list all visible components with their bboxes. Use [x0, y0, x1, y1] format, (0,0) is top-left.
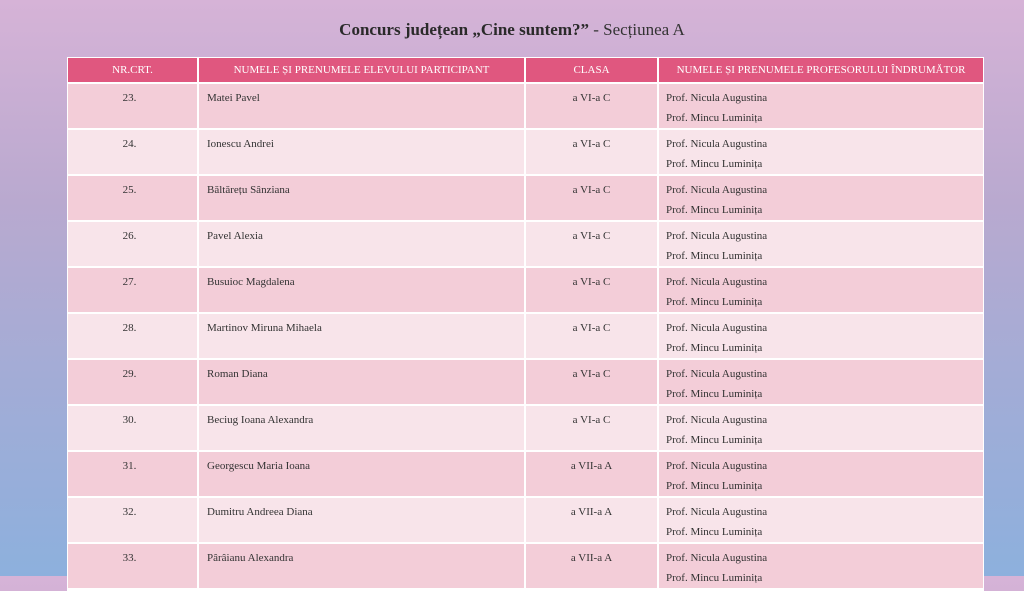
- teacher-1: Prof. Nicula Augustina: [666, 460, 768, 472]
- cell-student-name: [198, 313, 525, 359]
- cell-nr: [68, 543, 198, 589]
- class-text: a VI-a C: [572, 276, 611, 288]
- cell-student-name: [198, 451, 525, 497]
- cell-teachers: [658, 497, 983, 543]
- cell-class: [525, 451, 658, 497]
- table-row: [68, 543, 983, 589]
- teacher-2: Prof. Mincu Luminița: [666, 572, 763, 584]
- cell-nr: [68, 359, 198, 405]
- class-text: a VI-a C: [572, 230, 611, 242]
- cell-student-name: [198, 267, 525, 313]
- table-body: [68, 83, 983, 589]
- cell-student-name: [198, 405, 525, 451]
- student-name-text: Georgescu Maria Ioana: [207, 460, 311, 472]
- nr-text: 24.: [122, 138, 137, 150]
- nr-text: 32.: [122, 506, 137, 518]
- teacher-1: Prof. Nicula Augustina: [666, 230, 768, 242]
- cell-teachers: [658, 221, 983, 267]
- nr-text: 30.: [122, 414, 137, 426]
- student-name-text: Pârâianu Alexandra: [207, 552, 294, 564]
- teacher-1: Prof. Nicula Augustina: [666, 414, 768, 426]
- class-text: a VI-a C: [572, 414, 611, 426]
- teacher-1: Prof. Nicula Augustina: [666, 276, 768, 288]
- student-name-text: Matei Pavel: [207, 92, 260, 104]
- cell-class: [525, 129, 658, 175]
- cell-student-name: [198, 497, 525, 543]
- student-name-text: Roman Diana: [207, 368, 268, 380]
- cell-student-name: [198, 543, 525, 589]
- class-text: a VI-a C: [572, 322, 611, 334]
- cell-teachers: [658, 405, 983, 451]
- cell-student-name: [198, 83, 525, 129]
- teacher-2: Prof. Mincu Luminița: [666, 480, 763, 492]
- class-text: a VII-a A: [570, 506, 613, 518]
- table-row: [68, 175, 983, 221]
- teacher-2: Prof. Mincu Luminița: [666, 112, 763, 124]
- cell-class: [525, 267, 658, 313]
- header-student-name: NUMELE ȘI PRENUMELE ELEVULUI PARTICIPANT: [198, 58, 525, 83]
- teacher-1: Prof. Nicula Augustina: [666, 506, 768, 518]
- cell-class: [525, 221, 658, 267]
- teacher-1: Prof. Nicula Augustina: [666, 322, 768, 334]
- student-name-text: Martinov Miruna Mihaela: [207, 322, 322, 334]
- cell-class: [525, 543, 658, 589]
- class-text: a VII-a A: [570, 552, 613, 564]
- cell-nr: [68, 405, 198, 451]
- nr-text: 28.: [122, 322, 137, 334]
- cell-student-name: [198, 221, 525, 267]
- teacher-2: Prof. Mincu Luminița: [666, 158, 763, 170]
- cell-class: [525, 313, 658, 359]
- class-text: a VII-a A: [570, 460, 613, 472]
- cell-teachers: [658, 543, 983, 589]
- cell-teachers: [658, 175, 983, 221]
- cell-teachers: [658, 313, 983, 359]
- cell-teachers: [658, 83, 983, 129]
- cell-teachers: [658, 129, 983, 175]
- teacher-2: Prof. Mincu Luminița: [666, 342, 763, 354]
- student-name-text: Dumitru Andreea Diana: [207, 506, 313, 518]
- cell-class: [525, 497, 658, 543]
- teacher-1: Prof. Nicula Augustina: [666, 92, 768, 104]
- cell-class: [525, 405, 658, 451]
- cell-student-name: [198, 175, 525, 221]
- cell-nr: [68, 129, 198, 175]
- participants-table: [67, 57, 984, 591]
- teacher-1: Prof. Nicula Augustina: [666, 184, 768, 196]
- cell-teachers: [658, 451, 983, 497]
- nr-text: 31.: [122, 460, 137, 472]
- cell-class: [525, 83, 658, 129]
- cell-class: [525, 359, 658, 405]
- nr-text: 33.: [122, 552, 137, 564]
- page-title: [0, 20, 1024, 40]
- teacher-2: Prof. Mincu Luminița: [666, 526, 763, 538]
- table-row: [68, 359, 983, 405]
- cell-student-name: [198, 129, 525, 175]
- cell-teachers: [658, 359, 983, 405]
- cell-nr: [68, 313, 198, 359]
- cell-nr: [68, 497, 198, 543]
- table-row: [68, 451, 983, 497]
- cell-teachers: [658, 267, 983, 313]
- nr-text: 29.: [122, 368, 137, 380]
- table-row: [68, 129, 983, 175]
- table-row: [68, 313, 983, 359]
- teacher-2: Prof. Mincu Luminița: [666, 250, 763, 262]
- teacher-1: Prof. Nicula Augustina: [666, 552, 768, 564]
- table-row: [68, 267, 983, 313]
- teacher-2: Prof. Mincu Luminița: [666, 296, 763, 308]
- class-text: a VI-a C: [572, 184, 611, 196]
- table-row: [68, 221, 983, 267]
- cell-nr: [68, 83, 198, 129]
- class-text: a VI-a C: [572, 368, 611, 380]
- student-name-text: Ionescu Andrei: [207, 138, 274, 150]
- teacher-2: Prof. Mincu Luminița: [666, 388, 763, 400]
- cell-nr: [68, 451, 198, 497]
- table-row: [68, 497, 983, 543]
- header-teacher-name: NUMELE ȘI PRENUMELE PROFESORULUI ÎNDRUMĂTOR: [658, 58, 983, 83]
- nr-text: 23.: [122, 92, 137, 104]
- teacher-2: Prof. Mincu Luminița: [666, 434, 763, 446]
- cell-student-name: [198, 359, 525, 405]
- class-text: a VI-a C: [572, 138, 611, 150]
- header-nr-crt: NR.CRT.: [68, 58, 198, 83]
- title-contest: Concurs județean „Cine suntem?”: [339, 20, 589, 39]
- cell-nr: [68, 221, 198, 267]
- cell-nr: [68, 267, 198, 313]
- student-name-text: Busuioc Magdalena: [207, 276, 295, 288]
- table-row: [68, 405, 983, 451]
- nr-text: 27.: [122, 276, 137, 288]
- teacher-1: Prof. Nicula Augustina: [666, 138, 768, 150]
- header-class: CLASA: [525, 58, 658, 83]
- class-text: a VI-a C: [572, 92, 611, 104]
- student-name-text: Beciug Ioana Alexandra: [207, 414, 314, 426]
- student-name-text: Pavel Alexia: [207, 230, 263, 242]
- teacher-2: Prof. Mincu Luminița: [666, 204, 763, 216]
- nr-text: 26.: [122, 230, 137, 242]
- table-row: [68, 83, 983, 129]
- nr-text: 25.: [122, 184, 137, 196]
- student-name-text: Băltărețu Sânziana: [207, 184, 290, 196]
- table-header-row: [68, 58, 983, 83]
- teacher-1: Prof. Nicula Augustina: [666, 368, 768, 380]
- cell-nr: [68, 175, 198, 221]
- cell-class: [525, 175, 658, 221]
- title-section: - Secțiunea A: [588, 20, 685, 39]
